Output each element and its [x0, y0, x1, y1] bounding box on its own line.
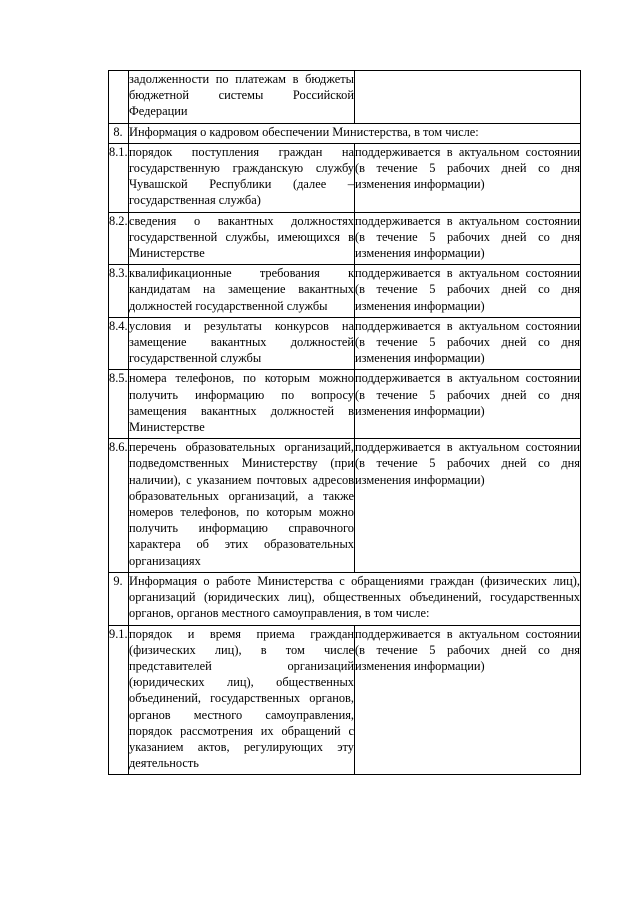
section-row — [109, 123, 581, 143]
table-row — [109, 439, 581, 573]
row-term: поддерживается в актуальном состоянии (в течение 5 рабочих дней со дня изменения информации) — [355, 265, 581, 318]
table-row — [109, 143, 581, 212]
row-number: 8.4. — [109, 317, 129, 370]
section-number: 8. — [109, 123, 129, 143]
row-term: поддерживается в актуальном состоянии (в течение 5 рабочих дней со дня изменения информации) — [355, 317, 581, 370]
table-row — [109, 625, 581, 775]
row-number: 8.6. — [109, 439, 129, 573]
row-term — [355, 71, 581, 124]
table-row — [109, 71, 581, 124]
row-number: 8.2. — [109, 212, 129, 265]
row-term: поддерживается в актуальном состоянии (в течение 5 рабочих дней со дня изменения информации) — [355, 212, 581, 265]
row-description: перечень образовательных организаций, подведомственных Министерству (при наличии), с указанием почтовых адресов образовательных организаций, а также номеров телефонов, по которым можно получить информацию справочного характера об этих образовательных организациях — [129, 439, 355, 573]
row-number: 8.3. — [109, 265, 129, 318]
table-row — [109, 370, 581, 439]
row-description: задолженности по платежам в бюджеты бюджетной системы Российской Федерации — [129, 71, 355, 124]
table-row — [109, 212, 581, 265]
row-description: порядок и время приема граждан (физических лиц), в том числе представителей организаций (юридических лиц), общественных объединений, государственных органов, органов местного самоуправления, порядок рассмотрения их обращений с указанием актов, регулирующих эту деятельность — [129, 625, 355, 775]
row-term: поддерживается в актуальном состоянии (в течение 5 рабочих дней со дня изменения информации) — [355, 625, 581, 775]
row-term: поддерживается в актуальном состоянии (в течение 5 рабочих дней со дня изменения информации) — [355, 370, 581, 439]
row-description: условия и результаты конкурсов на замещение вакантных должностей государственной службы — [129, 317, 355, 370]
table-row — [109, 265, 581, 318]
row-description: порядок поступления граждан на государственную гражданскую службу Чувашской Республики (далее – государственная служба) — [129, 143, 355, 212]
row-number: 8.5. — [109, 370, 129, 439]
section-title: Информация о кадровом обеспечении Министерства, в том числе: — [129, 123, 581, 143]
row-number — [109, 71, 129, 124]
row-description: сведения о вакантных должностях государственной службы, имеющихся в Министерстве — [129, 212, 355, 265]
row-term: поддерживается в актуальном состоянии (в течение 5 рабочих дней со дня изменения информации) — [355, 143, 581, 212]
information-table — [108, 70, 581, 775]
section-title: Информация о работе Министерства с обращениями граждан (физических лиц), организаций (юридических лиц), общественных объединений, государственных органов, органов местного самоуправления, в том числе: — [129, 572, 581, 625]
row-number: 8.1. — [109, 143, 129, 212]
section-row — [109, 572, 581, 625]
section-number: 9. — [109, 572, 129, 625]
row-description: квалификационные требования к кандидатам на замещение вакантных должностей государственной службы — [129, 265, 355, 318]
row-number: 9.1. — [109, 625, 129, 775]
row-term: поддерживается в актуальном состоянии (в течение 5 рабочих дней со дня изменения информации) — [355, 439, 581, 573]
row-description: номера телефонов, по которым можно получить информацию по вопросу замещения вакантных должностей в Министерстве — [129, 370, 355, 439]
table-row — [109, 317, 581, 370]
